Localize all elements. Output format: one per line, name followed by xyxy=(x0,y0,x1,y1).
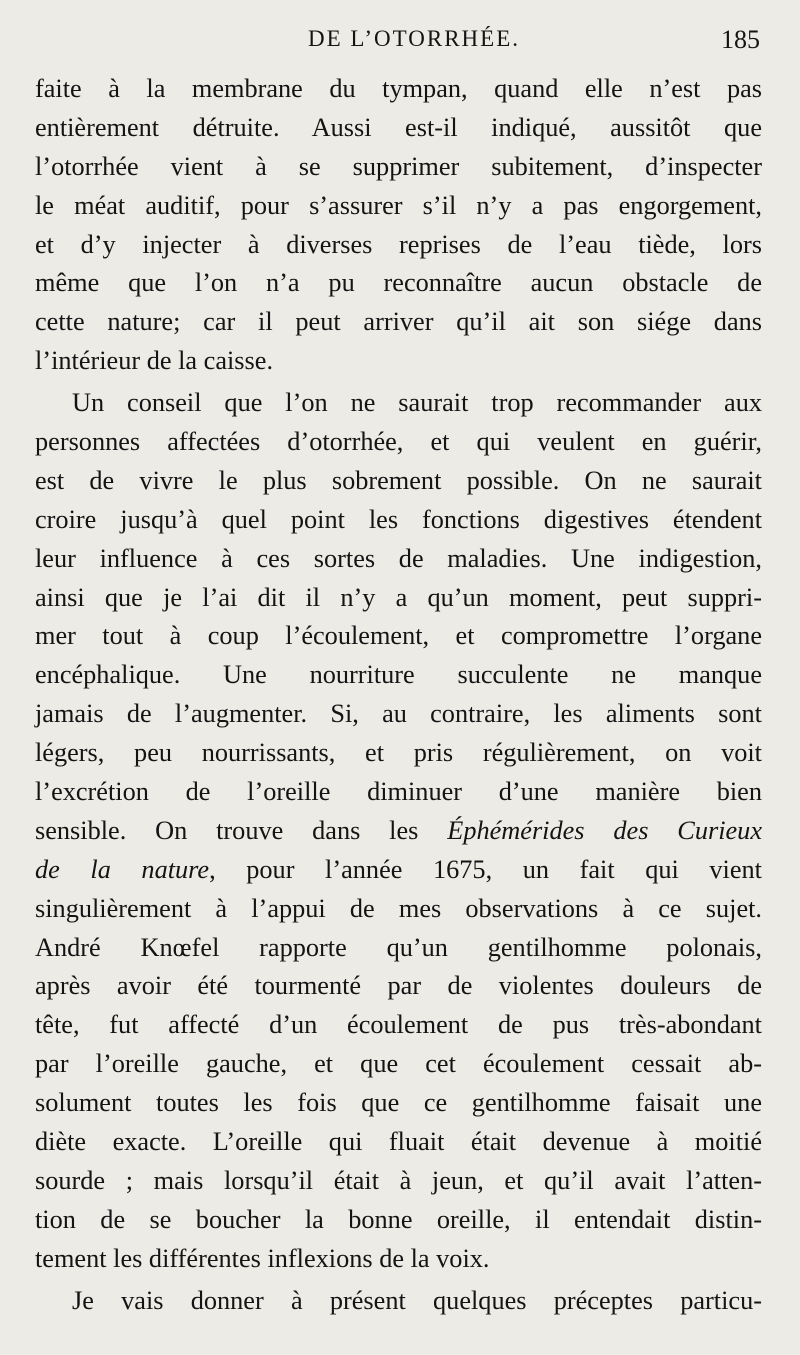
text-line-with-italic xyxy=(35,851,762,890)
text-line: le méat auditif, pour s’assurer s’il n’y a pas engorgement, xyxy=(35,190,762,220)
text-line: entièrement détruite. Aussi est-il indiqué, aussitôt que xyxy=(35,112,762,142)
text-line: jamais de l’augmenter. Si, au contraire, les aliments sont xyxy=(35,699,762,729)
italic-title: Éphémérides des Curieux xyxy=(447,815,762,845)
text-line: Je vais donner à présent quelques préceptes particu- xyxy=(72,1285,762,1315)
text-line: mer tout à coup l’écoulement, et compromettre l’organe xyxy=(35,621,762,651)
text-line: tête, fut affecté d’un écoulement de pus très-abondant xyxy=(35,1010,762,1040)
text-line: est de vivre le plus sobrement possible. On ne saurait xyxy=(35,465,762,495)
text-line: l’otorrhée vient à se supprimer subitement, d’inspecter xyxy=(35,151,762,181)
italic-title: de la nature xyxy=(35,854,210,884)
text-run: sensible. On trouve dans les xyxy=(35,815,419,845)
text-line: sourde ; mais lorsqu’il était à jeun, et qu’il avait l’atten- xyxy=(35,1165,762,1195)
text-line: par l’oreille gauche, et que cet écoulement cessait ab- xyxy=(35,1049,762,1079)
text-line: cette nature; car il peut arriver qu’il ait son siége dans xyxy=(35,307,762,337)
text-line: croire jusqu’à quel point les fonctions digestives étendent xyxy=(35,504,762,534)
paragraph-3 xyxy=(35,1282,762,1321)
running-head xyxy=(34,26,760,60)
text-line-with-italic xyxy=(35,812,762,851)
text-line: leur influence à ces sortes de maladies. Une indigestion, xyxy=(35,543,762,573)
text-run: , pour l’année 1675, un fait qui vient xyxy=(209,854,762,884)
text-line: diète exacte. L’oreille qui fluait était devenue à moitié xyxy=(35,1127,762,1157)
text-line: tion de se boucher la bonne oreille, il entendait distin- xyxy=(35,1204,762,1234)
text-line: encéphalique. Une nourriture succulente ne manque xyxy=(35,660,762,690)
text-line: légers, peu nourrissants, et pris régulièrement, on voit xyxy=(35,738,762,768)
text-line: ainsi que je l’ai dit il n’y a qu’un moment, peut suppri- xyxy=(35,582,762,612)
paragraph-1 xyxy=(35,70,762,381)
page-number: 185 xyxy=(721,25,760,54)
text-line: André Knœfel rapporte qu’un gentilhomme polonais, xyxy=(35,932,762,962)
text-line: Un conseil que l’on ne saurait trop recommander aux xyxy=(72,388,762,418)
text-line: l’excrétion de l’oreille diminuer d’une manière bien xyxy=(35,777,762,807)
text-line: et d’y injecter à diverses reprises de l’eau tiède, lors xyxy=(35,229,762,259)
body-text xyxy=(35,70,762,1321)
text-line: après avoir été tourmenté par de violentes douleurs de xyxy=(35,971,762,1001)
text-line: l’intérieur de la caisse. xyxy=(35,346,274,376)
text-line: tement les différentes inflexions de la voix. xyxy=(35,1243,490,1273)
text-line: faite à la membrane du tympan, quand elle n’est pas xyxy=(35,74,762,103)
text-line: singulièrement à l’appui de mes observations à ce sujet. xyxy=(35,893,762,923)
text-line: solument toutes les fois que ce gentilhomme faisait une xyxy=(35,1088,762,1118)
text-line: personnes affectées d’otorrhée, et qui veulent en guérir, xyxy=(35,427,762,457)
running-title: DE L’OTORRHÉE. xyxy=(308,26,520,51)
paragraph-2 xyxy=(35,384,762,1278)
text-line: même que l’on n’a pu reconnaître aucun obstacle de xyxy=(35,268,762,298)
